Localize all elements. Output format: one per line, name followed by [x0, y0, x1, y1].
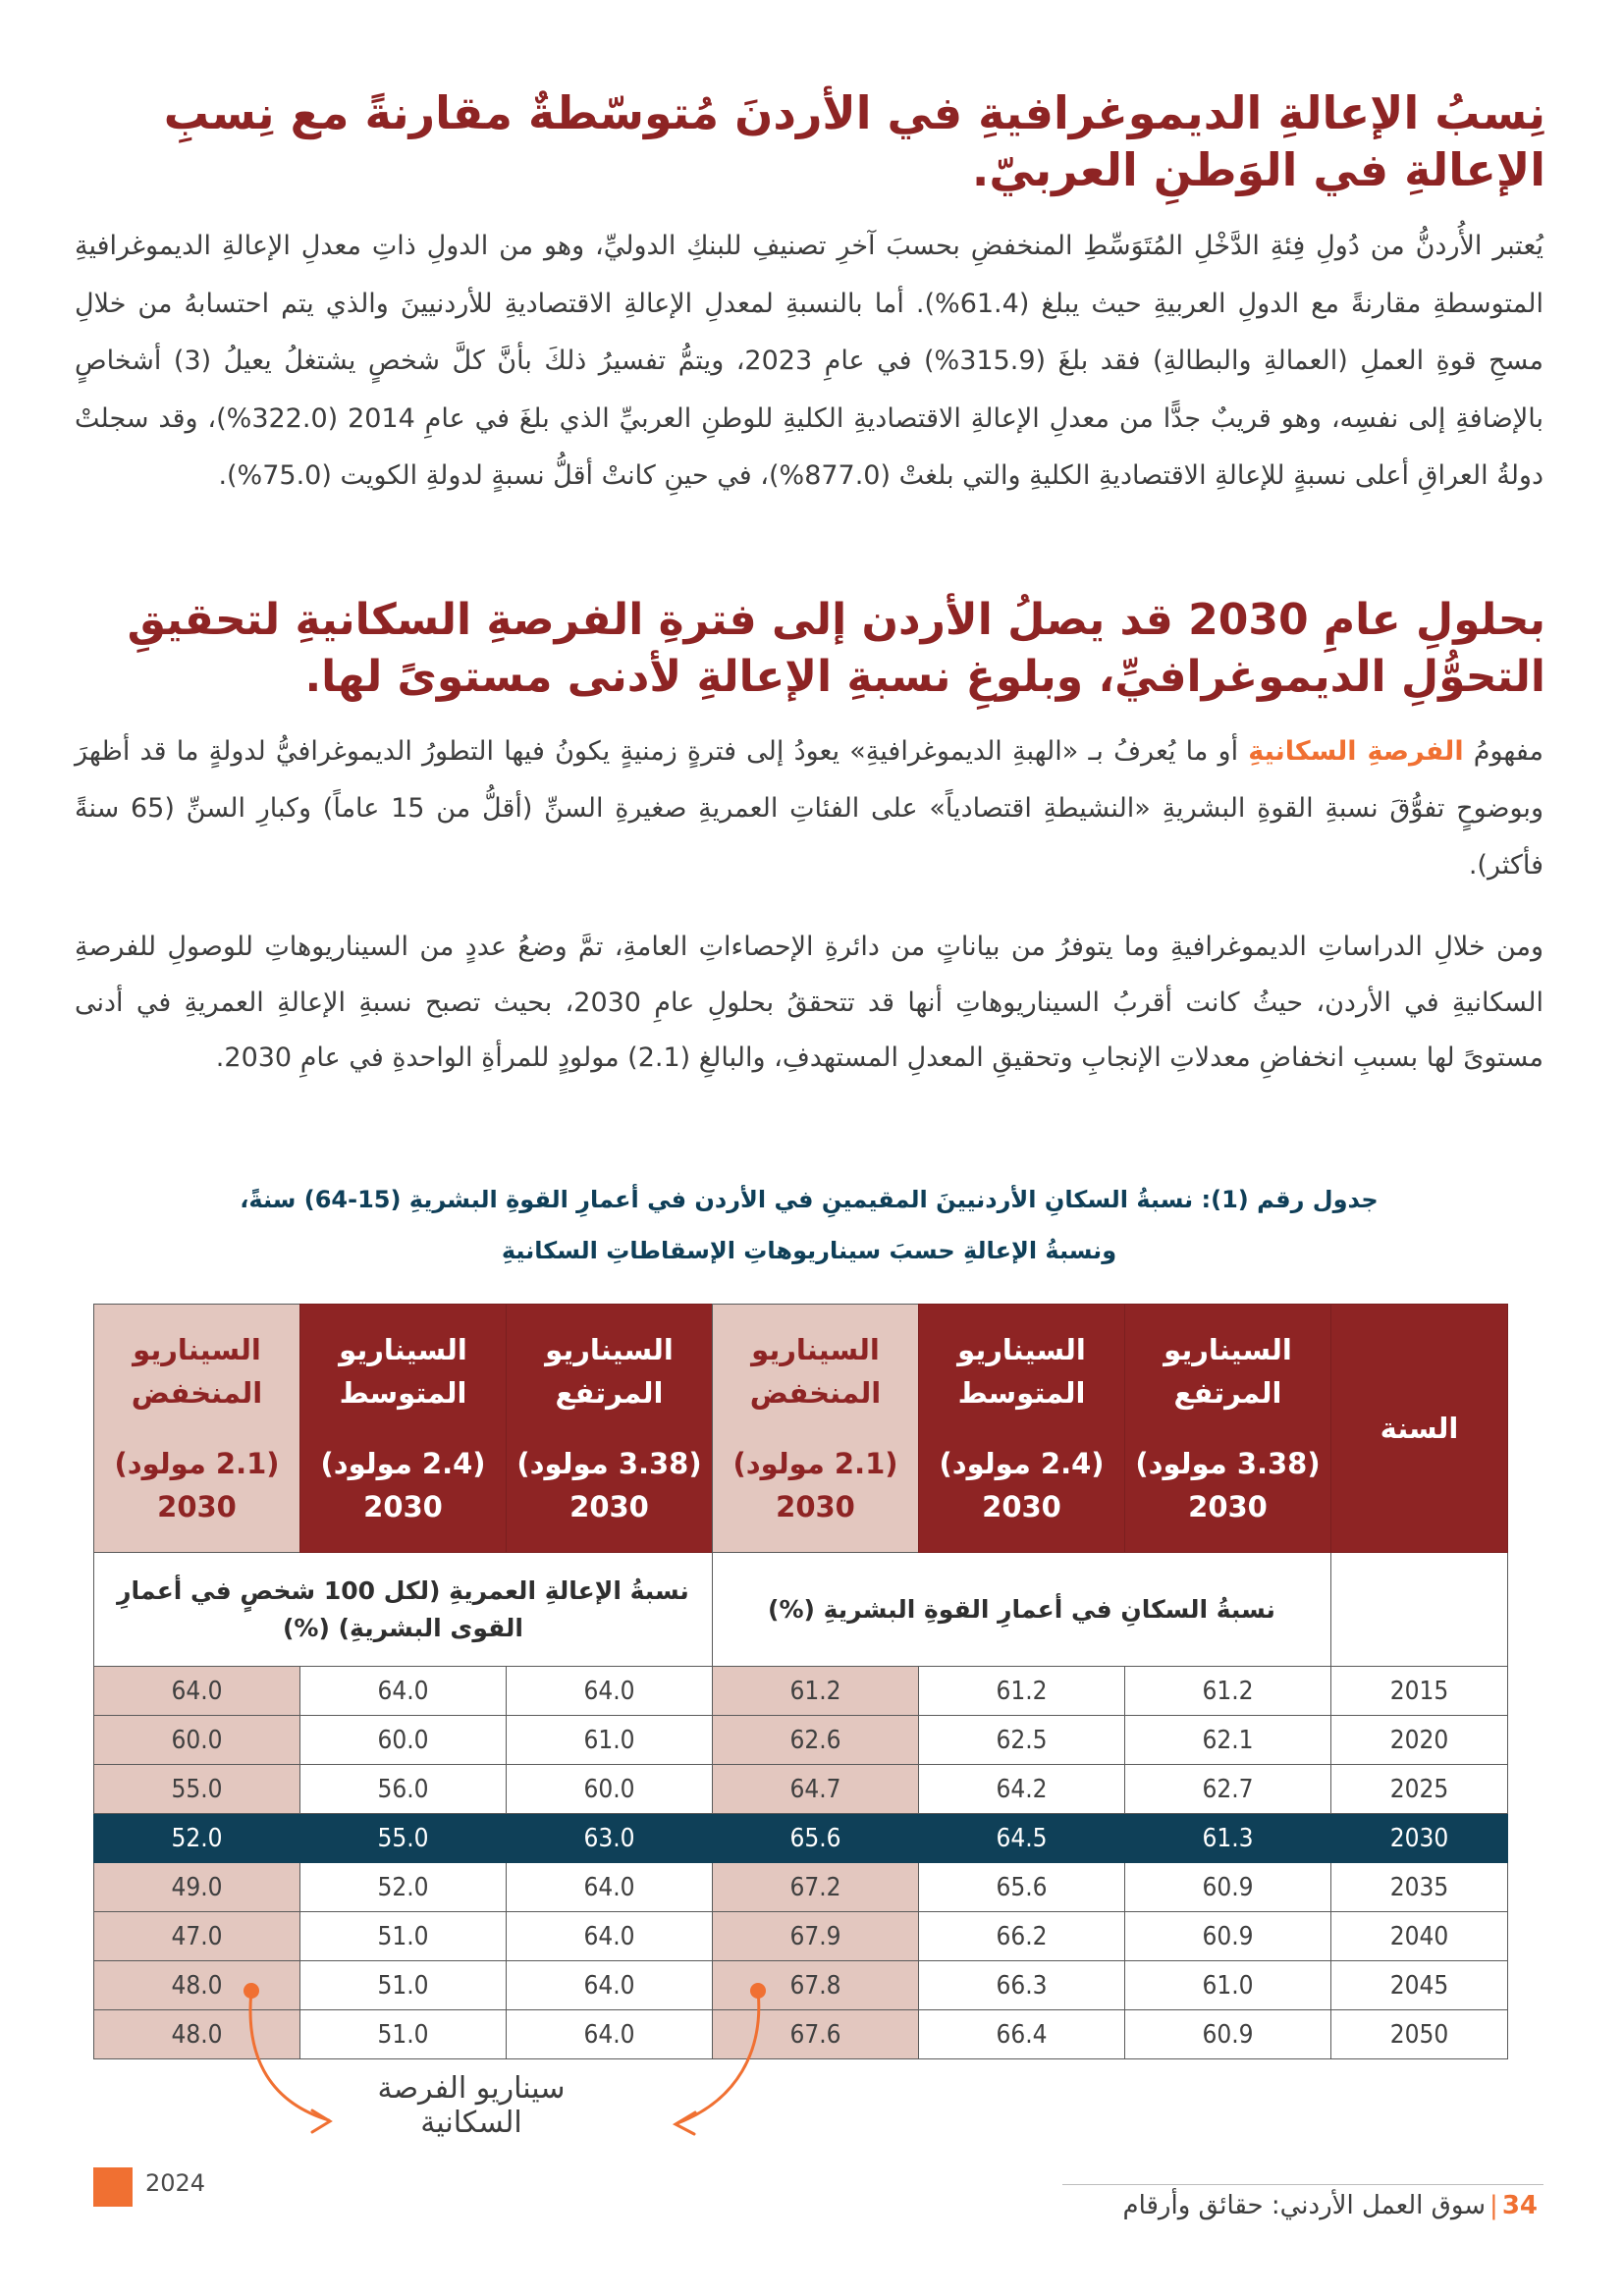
cell-dep-mid: 51.0: [300, 1912, 507, 1961]
scenario-name: المنخفض: [749, 1376, 882, 1410]
annotation-label-demographic-window: سيناريو الفرصة السكانية: [377, 2071, 566, 2140]
cell-dep-high: 63.0: [507, 1814, 713, 1863]
section-heading-demographic-window-2030: بحلولِ عامِ 2030 قد يصلُ الأردن إلى فترةِ الفرصةِ السكانيةِ لتحقيقِ التحوُّلِ الديموغرافيِّ، وبلوغِ نسبةِ الإعالةِ لأدنى مستوىً لها.: [127, 595, 1545, 702]
publication-title: سوق العمل الأردني: حقائق وأرقام: [1122, 2191, 1487, 2220]
table-caption-line-1: جدول رقم (1): نسبةُ السكانِ الأردنيينَ المقيمينِ في الأردن في أعمارِ القوةِ البشريةِ (15-64) سنةً،: [240, 1186, 1379, 1213]
cell-pop-mid: 65.6: [919, 1863, 1125, 1912]
column-header-pop-low: [713, 1305, 919, 1553]
scenario-label: السيناريو: [751, 1333, 880, 1366]
scenario-fertility-rate: (2.4 مولود): [320, 1447, 486, 1480]
cell-dep-high: 64.0: [507, 1863, 713, 1912]
scenario-year: 2030: [776, 1490, 855, 1523]
cell-dep-high: 61.0: [507, 1716, 713, 1765]
paragraph-text: مفهومُ: [1463, 736, 1543, 767]
cell-year: 2045: [1331, 1961, 1508, 2010]
group-header-dependency-ratio: نسبةُ الإعالةِ العمريةِ (لكل 100 شخصٍ في أعمارِ القوى البشريةِ) (%): [94, 1553, 713, 1667]
scenario-year: 2030: [569, 1490, 649, 1523]
cell-dep-low: 49.0: [94, 1863, 300, 1912]
scenario-fertility-rate: (3.38 مولود): [1135, 1447, 1321, 1480]
cell-pop-high: 61.2: [1125, 1667, 1331, 1716]
cell-pop-low: 62.6: [713, 1716, 919, 1765]
table-caption: [240, 1174, 1379, 1276]
column-header-dep-high: [507, 1305, 713, 1553]
cell-dep-low: 55.0: [94, 1765, 300, 1814]
cell-dep-mid: 51.0: [300, 2010, 507, 2059]
table-row: [94, 1863, 1508, 1912]
cell-pop-high: 60.9: [1125, 2010, 1331, 2059]
cell-dep-high: 64.0: [507, 1961, 713, 2010]
scenario-fertility-rate: (2.1 مولود): [114, 1447, 280, 1480]
cell-year: 2015: [1331, 1667, 1508, 1716]
cell-pop-mid: 66.4: [919, 2010, 1125, 2059]
scenario-fertility-rate: (2.4 مولود): [939, 1447, 1105, 1480]
cell-year: 2040: [1331, 1912, 1508, 1961]
cell-dep-low: 47.0: [94, 1912, 300, 1961]
cell-dep-mid: 56.0: [300, 1765, 507, 1814]
table-group-header-row: [94, 1553, 1508, 1667]
cell-dep-low: 52.0: [94, 1814, 300, 1863]
cell-dep-low: 64.0: [94, 1667, 300, 1716]
scenario-name: المرتفع: [555, 1376, 664, 1410]
paragraph-dependency-comparison: يُعتبر الأُردنُّ من دُولِ فِئةِ الدَّخْلِ المُتَوَسِّطِ المنخفضِ بحسبَ آخرِ تصنيفِ للبنكِ الدوليِّ، وهو من الدولِ ذاتِ معدلِ الإعالةِ الديموغرافيةِ المتوسطةِ مقارنةً مع الدولِ العربيةِ حيث يبلغ (61.4%). أما بالنسبةِ لمعدلِ الإعالةِ الاقتصاديةِ للأردنيينَ والذي يتم احتسابهُ من خلالِ مسحِ قوةِ العملِ (العمالةِ والبطالةِ) فقد بلغَ (315.9%) في عامِ 2023، ويتمُّ تفسيرُ ذلكَ بأنَّ كلَّ شخصٍ يشتغلُ يعيلُ (3) أشخاصٍ بالإضافةِ إلى نفسِه، وهو قريبٌ جدًّا من معدلِ الإعالةِ الاقتصاديةِ الكليةِ للوطنِ العربيِّ الذي بلغَ في عامِ 2014 (322.0%)، وقد سجلتْ دولةُ العراقِ أعلى نسبةٍ للإعالةِ الاقتصاديةِ الكليةِ والتي بلغتْ (877.0%)، في حينِ كانتْ أقلُّ نسبةٍ لدولةِ الكويت (75.0%).: [75, 231, 1544, 491]
cell-year: 2030: [1331, 1814, 1508, 1863]
scenario-year: 2030: [1188, 1490, 1268, 1523]
cell-pop-low: 67.2: [713, 1863, 919, 1912]
cell-pop-low: 67.6: [713, 2010, 919, 2059]
cell-dep-low: 48.0: [94, 1961, 300, 2010]
group-header-working-age-population: نسبةُ السكانِ في أعمارِ القوةِ البشريةِ (%): [713, 1553, 1331, 1667]
cell-dep-mid: 55.0: [300, 1814, 507, 1863]
cell-dep-mid: 64.0: [300, 1667, 507, 1716]
footer-accent-square: [93, 2167, 133, 2207]
column-header-pop-high: [1125, 1305, 1331, 1553]
scenario-fertility-rate: (3.38 مولود): [516, 1447, 702, 1480]
table-caption-line-2: ونسبةُ الإعالةِ حسبَ سيناريوهاتِ الإسقاطاتِ السكانيةِ: [501, 1237, 1117, 1264]
table-row: [94, 1716, 1508, 1765]
column-header-year: السنة: [1331, 1305, 1508, 1553]
cell-pop-low: 67.8: [713, 1961, 919, 2010]
footer-running-title: [1122, 2191, 1538, 2220]
cell-pop-high: 62.1: [1125, 1716, 1331, 1765]
scenario-label: السيناريو: [957, 1333, 1086, 1366]
paragraph-demographic-window-definition: [75, 723, 1543, 894]
cell-pop-low: 65.6: [713, 1814, 919, 1863]
cell-dep-high: 64.0: [507, 1912, 713, 1961]
cell-year: 2020: [1331, 1716, 1508, 1765]
scenario-label: السيناريو: [1164, 1333, 1292, 1366]
cell-pop-low: 61.2: [713, 1667, 919, 1716]
cell-pop-high: 61.0: [1125, 1961, 1331, 2010]
scenario-year: 2030: [363, 1490, 443, 1523]
highlighted-term: الفرصةِ السكانيةِ: [1248, 736, 1464, 767]
table-row: [94, 1765, 1508, 1814]
cell-pop-mid: 66.2: [919, 1912, 1125, 1961]
cell-pop-high: 60.9: [1125, 1863, 1331, 1912]
cell-pop-low: 64.7: [713, 1765, 919, 1814]
scenario-name: المرتفع: [1173, 1376, 1282, 1410]
cell-year: 2025: [1331, 1765, 1508, 1814]
cell-pop-mid: 61.2: [919, 1667, 1125, 1716]
section-heading-dependency-ratios: نِسبُ الإعالةِ الديموغرافيةِ في الأردنَ مُتوسّطةٌ مقارنةً مع نِسبِ الإعالةِ في الوَطنِ العربيّ.: [163, 86, 1545, 196]
column-header-pop-mid: [919, 1305, 1125, 1553]
table-header-row: [94, 1305, 1508, 1553]
cell-dep-low: 48.0: [94, 2010, 300, 2059]
cell-pop-mid: 64.5: [919, 1814, 1125, 1863]
cell-pop-high: 61.3: [1125, 1814, 1331, 1863]
cell-pop-high: 60.9: [1125, 1912, 1331, 1961]
page-number: 34: [1501, 2191, 1538, 2220]
scenario-name: المتوسط: [339, 1376, 467, 1410]
cell-year: 2035: [1331, 1863, 1508, 1912]
footer-divider: [1062, 2184, 1543, 2185]
scenario-label: السيناريو: [545, 1333, 674, 1366]
cell-pop-low: 67.9: [713, 1912, 919, 1961]
scenario-year: 2030: [157, 1490, 237, 1523]
cell-pop-high: 62.7: [1125, 1765, 1331, 1814]
paragraph-scenarios: ومن خلالِ الدراساتِ الديموغرافيةِ وما يتوفرُ من بياناتٍ من دائرةِ الإحصاءاتِ العامةِ، تمَّ وضعُ عددٍ من السيناريوهاتِ للوصولِ للفرصةِ السكانيةِ في الأردن، حيثُ كانت أقربُ السيناريوهاتِ أنها قد تتحققُ بحلولِ عامِ 2030، بحيث تصبح نسبةِ الإعالةِ العمريةِ في أدنى مستوىً لها بسببِ انخفاضِ معدلاتِ الإنجابِ وتحقيقِ المعدلِ المستهدفِ، والبالغِ (2.1) مولودٍ للمرأةِ الواحدةِ في عامِ 2030.: [75, 932, 1543, 1073]
scenario-year: 2030: [982, 1490, 1061, 1523]
scenario-label: السيناريو: [133, 1333, 261, 1366]
cell-dep-high: 60.0: [507, 1765, 713, 1814]
table-row: [94, 1912, 1508, 1961]
cell-dep-mid: 60.0: [300, 1716, 507, 1765]
empty-cell: [1331, 1553, 1508, 1667]
cell-dep-mid: 52.0: [300, 1863, 507, 1912]
column-header-dep-low: [94, 1305, 300, 1553]
cell-pop-mid: 64.2: [919, 1765, 1125, 1814]
scenario-label: السيناريو: [339, 1333, 467, 1366]
cell-dep-high: 64.0: [507, 2010, 713, 2059]
scenarios-table: [93, 1304, 1508, 2059]
cell-dep-low: 60.0: [94, 1716, 300, 1765]
scenario-name: المنخفض: [131, 1376, 263, 1410]
column-header-dep-mid: [300, 1305, 507, 1553]
table-row-highlighted-2030: [94, 1814, 1508, 1863]
cell-pop-mid: 62.5: [919, 1716, 1125, 1765]
table-row: [94, 2010, 1508, 2059]
cell-dep-high: 64.0: [507, 1667, 713, 1716]
paragraph-text: أو ما يُعرفُ بـ «الهبةِ الديموغرافيةِ» يعودُ إلى فترةٍ زمنيةٍ يكونُ فيها التطورُ الديموغرافيُّ لدولةٍ ما قد أظهرَ وبوضوحٍ تفوُّقَ نسبةِ القوةِ البشريةِ «النشيطةِ اقتصادياً» على الفئاتِ العمريةِ صغيرةِ السنِّ (أقلُّ من 15 عاماً) وكبارِ السنِّ (65 سنةً فأكثر).: [75, 736, 1543, 881]
scenario-fertility-rate: (2.1 مولود): [732, 1447, 898, 1480]
table-row: [94, 1667, 1508, 1716]
footer-separator: |: [1489, 2191, 1498, 2220]
cell-year: 2050: [1331, 2010, 1508, 2059]
scenario-name: المتوسط: [957, 1376, 1086, 1410]
cell-dep-mid: 51.0: [300, 1961, 507, 2010]
table-row: [94, 1961, 1508, 2010]
cell-pop-mid: 66.3: [919, 1961, 1125, 2010]
footer-year: 2024: [145, 2169, 206, 2197]
